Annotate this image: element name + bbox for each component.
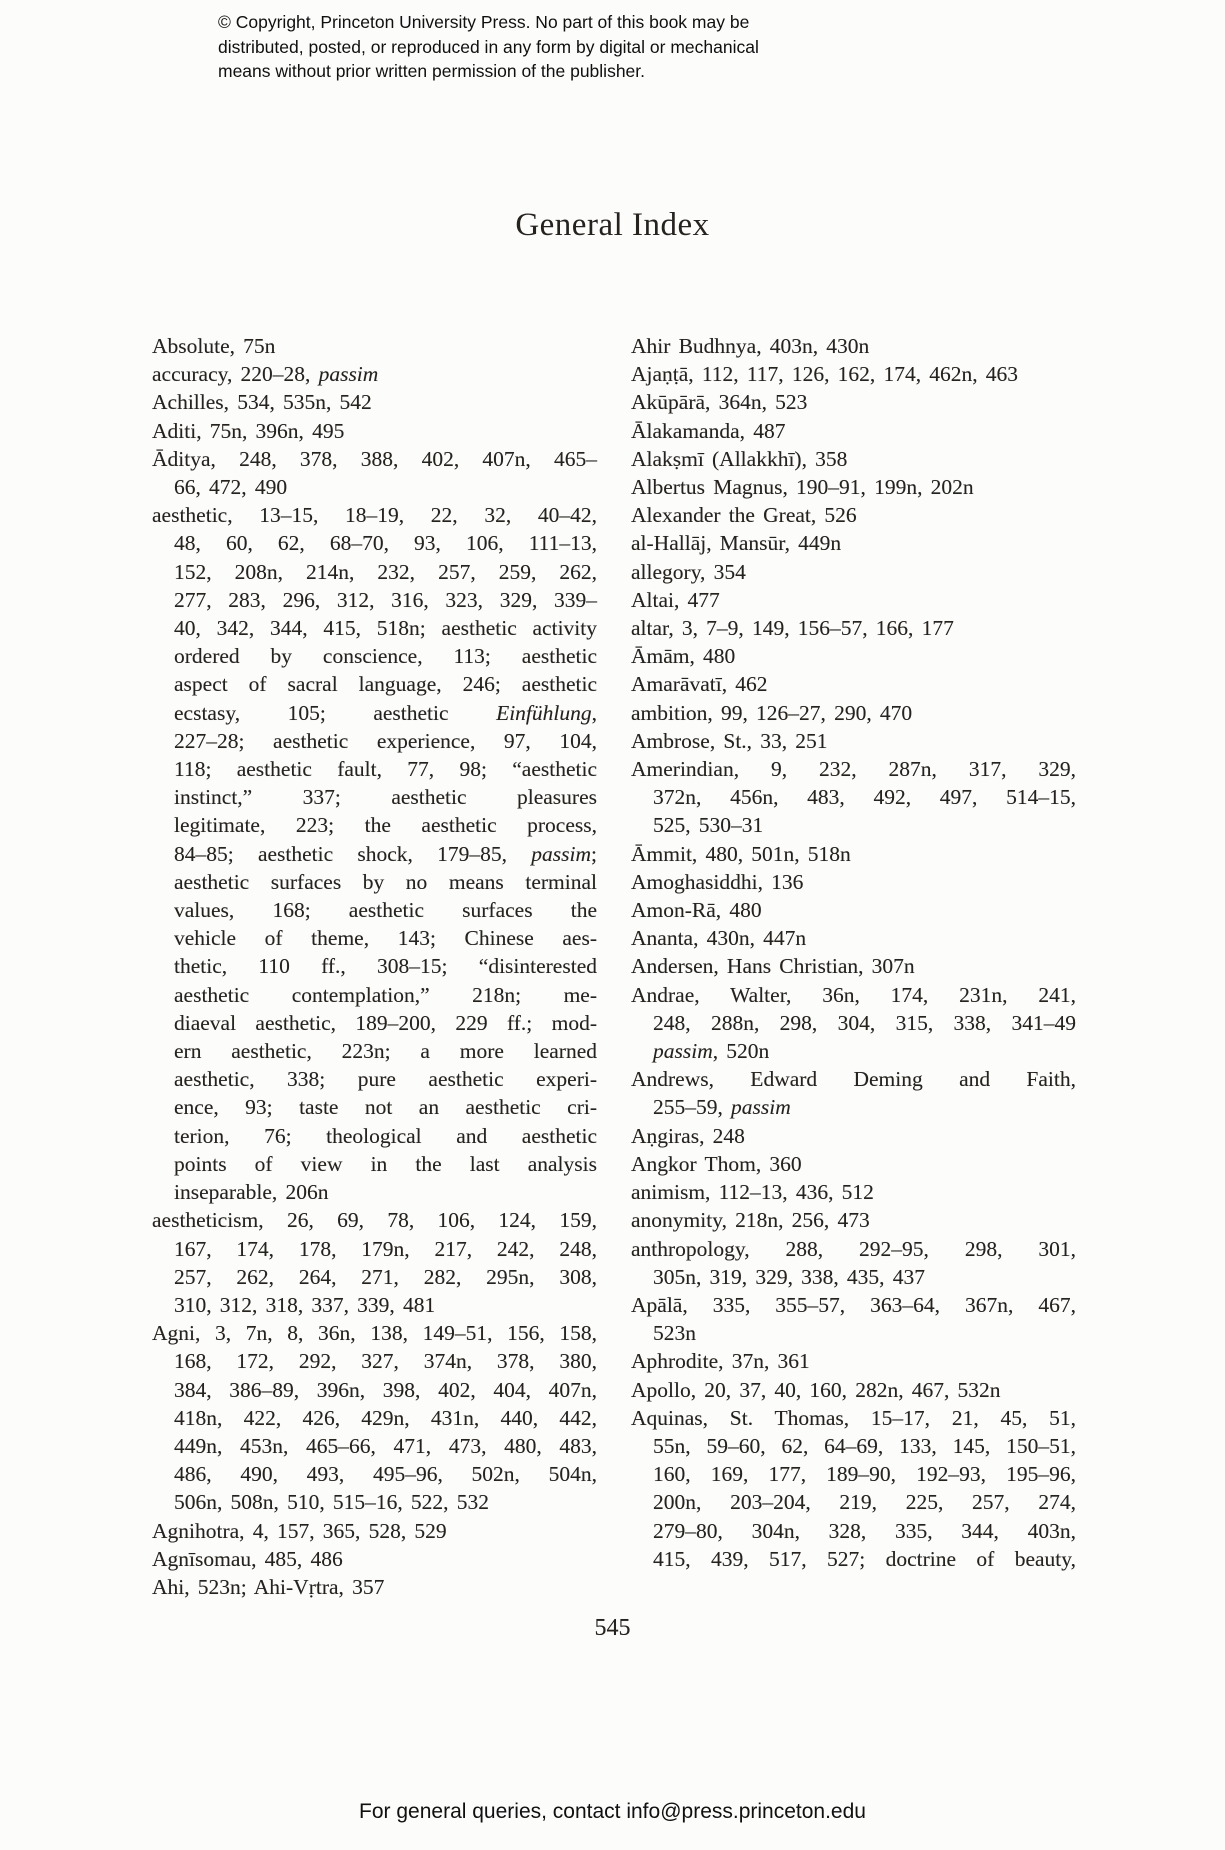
index-line: Āmmit, 480, 501n, 518n <box>631 841 851 866</box>
index-line: 255–59, passim <box>653 1095 791 1120</box>
index-line: Apollo, 20, 37, 40, 160, 282n, 467, 532n <box>631 1377 1001 1402</box>
index-line: 227–28; aesthetic experience, 97, 104, <box>174 728 597 753</box>
index-entry <box>631 840 1076 868</box>
index-line: points of view in the last analysis <box>174 1151 597 1176</box>
index-entry <box>631 1065 1076 1121</box>
index-line: 55n, 59–60, 62, 64–69, 133, 145, 150–51, <box>653 1433 1076 1458</box>
index-line: al-Hallāj, Mansūr, 449n <box>631 531 842 556</box>
index-entry <box>631 1291 1076 1347</box>
index-line: thetic, 110 ff., 308–15; “disinterested <box>174 954 597 979</box>
index-line: aesthetic contemplation,” 218n; me- <box>174 982 597 1007</box>
index-line: altar, 3, 7–9, 149, 156–57, 166, 177 <box>631 616 954 641</box>
index-entry <box>631 755 1076 840</box>
index-line: Agnīsomau, 485, 486 <box>152 1546 343 1571</box>
index-line: 415, 439, 517, 527; doctrine of beauty, <box>653 1546 1076 1571</box>
index-line: ence, 93; taste not an aesthetic cri- <box>174 1095 597 1120</box>
index-line: Alakṣmī (Allakkhī), 358 <box>631 446 848 471</box>
index-line: aspect of sacral language, 246; aesthetic <box>174 672 597 697</box>
index-line: inseparable, 206n <box>174 1180 329 1205</box>
index-line: allegory, 354 <box>631 559 746 584</box>
index-line: ambition, 99, 126–27, 290, 470 <box>631 700 913 725</box>
index-entry <box>631 1404 1076 1573</box>
index-line: 525, 530–31 <box>653 813 764 838</box>
index-entry <box>631 445 1076 473</box>
index-line: 449n, 453n, 465–66, 471, 473, 480, 483, <box>174 1433 597 1458</box>
index-line: Aquinas, St. Thomas, 15–17, 21, 45, 51, <box>631 1405 1076 1430</box>
index-entry <box>152 501 597 1206</box>
index-entry <box>631 1178 1076 1206</box>
index-line: Apālā, 335, 355–57, 363–64, 367n, 467, <box>631 1292 1076 1317</box>
index-entry <box>631 417 1076 445</box>
index-line: Agnihotra, 4, 157, 365, 528, 529 <box>152 1518 447 1543</box>
index-line: 257, 262, 264, 271, 282, 295n, 308, <box>174 1264 597 1289</box>
index-line: 48, 60, 62, 68–70, 93, 106, 111–13, <box>174 531 597 556</box>
index-line: ordered by conscience, 113; aesthetic <box>174 644 597 669</box>
index-column-left <box>152 332 597 1601</box>
index-entry <box>631 952 1076 980</box>
index-entry <box>631 332 1076 360</box>
index-entry <box>152 1545 597 1573</box>
index-line: Andersen, Hans Christian, 307n <box>631 954 915 979</box>
index-line: Ahir Budhnya, 403n, 430n <box>631 334 870 358</box>
index-entry <box>152 1206 597 1319</box>
index-entry <box>631 699 1076 727</box>
index-line: 66, 472, 490 <box>174 475 288 500</box>
index-entry <box>152 1517 597 1545</box>
index-line: Achilles, 534, 535n, 542 <box>152 390 372 415</box>
index-line: vehicle of theme, 143; Chinese aes- <box>174 926 597 951</box>
index-entry <box>631 529 1076 557</box>
index-line: Ahi, 523n; Ahi-Vṛtra, 357 <box>152 1574 385 1599</box>
index-line: passim, 520n <box>653 1039 770 1064</box>
index-entry <box>631 501 1076 529</box>
index-entry <box>152 332 597 360</box>
copyright-notice <box>218 10 759 84</box>
index-line: terion, 76; theological and aesthetic <box>174 1123 597 1148</box>
index-entry <box>631 924 1076 952</box>
page-number: 545 <box>594 1615 631 1641</box>
index-line: 160, 169, 177, 189–90, 192–93, 195–96, <box>653 1462 1076 1487</box>
copyright-line: means without prior written permission of the publisher. <box>218 61 646 81</box>
index-entry <box>631 1206 1076 1234</box>
index-line: accuracy, 220–28, passim <box>152 362 379 387</box>
index-line: Ambrose, St., 33, 251 <box>631 728 828 753</box>
copyright-line: © Copyright, Princeton University Press. No part of this book may be <box>218 12 750 32</box>
index-line: ecstasy, 105; aesthetic Einfühlung, <box>174 700 597 725</box>
index-line: aesthetic, 338; pure aesthetic experi- <box>174 1067 597 1092</box>
index-entry <box>631 981 1076 1066</box>
index-entry <box>152 360 597 388</box>
index-line: Altai, 477 <box>631 587 720 612</box>
index-line: Āditya, 248, 378, 388, 402, 407n, 465– <box>152 446 597 471</box>
index-line: 418n, 422, 426, 429n, 431n, 440, 442, <box>174 1405 597 1430</box>
index-entry <box>631 1150 1076 1178</box>
index-line: anonymity, 218n, 256, 473 <box>631 1208 870 1233</box>
index-line: values, 168; aesthetic surfaces the <box>174 898 597 923</box>
index-entry <box>631 558 1076 586</box>
index-entry <box>631 670 1076 698</box>
index-entry <box>631 586 1076 614</box>
index-line: Andrews, Edward Deming and Faith, <box>631 1067 1076 1092</box>
index-entry <box>631 1347 1076 1375</box>
page-title: General Index <box>515 207 710 243</box>
index-line: instinct,” 337; aesthetic pleasures <box>174 785 597 810</box>
index-entry <box>631 1235 1076 1291</box>
index-entry <box>631 614 1076 642</box>
index-entry <box>631 896 1076 924</box>
index-line: Ajaṇṭā, 112, 117, 126, 162, 174, 462n, 463 <box>631 362 1019 387</box>
index-line: ern aesthetic, 223n; a more learned <box>174 1039 597 1064</box>
index-line: 84–85; aesthetic shock, 179–85, passim; <box>174 841 597 866</box>
index-line: 279–80, 304n, 328, 335, 344, 403n, <box>653 1518 1076 1543</box>
index-line: Amon-Rā, 480 <box>631 898 762 923</box>
index-line: Ananta, 430n, 447n <box>631 926 807 951</box>
index-line: 523n <box>653 1321 696 1346</box>
footer-contact: For general queries, contact info@press.princeton.edu <box>359 1800 866 1823</box>
index-entry <box>631 473 1076 501</box>
index-line: Aṇgiras, 248 <box>631 1123 745 1148</box>
index-entry <box>631 727 1076 755</box>
index-line: 277, 283, 296, 312, 316, 323, 329, 339– <box>174 587 597 612</box>
index-line: 372n, 456n, 483, 492, 497, 514–15, <box>653 785 1076 810</box>
index-line: Amoghasiddhi, 136 <box>631 869 804 894</box>
index-entry <box>631 642 1076 670</box>
index-line: 248, 288n, 298, 304, 315, 338, 341–49 <box>653 1010 1076 1035</box>
index-entry <box>631 1376 1076 1404</box>
index-entry <box>152 1573 597 1601</box>
index-line: aesthetic, 13–15, 18–19, 22, 32, 40–42, <box>152 503 597 528</box>
index-line: anthropology, 288, 292–95, 298, 301, <box>631 1236 1076 1261</box>
index-line: Absolute, 75n <box>152 334 276 358</box>
index-line: Amerindian, 9, 232, 287n, 317, 329, <box>631 757 1076 782</box>
index-entry <box>152 445 597 501</box>
index-line: aesthetic surfaces by no means terminal <box>174 869 597 894</box>
index-line: 486, 490, 493, 495–96, 502n, 504n, <box>174 1462 597 1487</box>
index-entry <box>631 1122 1076 1150</box>
index-line: legitimate, 223; the aesthetic process, <box>174 813 597 838</box>
index-line: animism, 112–13, 436, 512 <box>631 1180 874 1205</box>
index-line: Aphrodite, 37n, 361 <box>631 1349 810 1374</box>
index-line: Āmām, 480 <box>631 644 736 669</box>
index-line: diaeval aesthetic, 189–200, 229 ff.; mod- <box>174 1010 597 1035</box>
index-entry <box>631 360 1076 388</box>
index-line: 152, 208n, 214n, 232, 257, 259, 262, <box>174 559 597 584</box>
index-line: aestheticism, 26, 69, 78, 106, 124, 159, <box>152 1208 597 1233</box>
index-line: Albertus Magnus, 190–91, 199n, 202n <box>631 475 974 500</box>
index-entry <box>631 388 1076 416</box>
index-entry <box>152 417 597 445</box>
index-entry <box>152 388 597 416</box>
index-line: Ālakamanda, 487 <box>631 418 786 443</box>
index-column-right <box>631 332 1076 1573</box>
index-line: Andrae, Walter, 36n, 174, 231n, 241, <box>631 982 1076 1007</box>
index-line: 305n, 319, 329, 338, 435, 437 <box>653 1264 925 1289</box>
index-line: Angkor Thom, 360 <box>631 1151 802 1176</box>
index-line: 506n, 508n, 510, 515–16, 522, 532 <box>174 1490 489 1515</box>
index-line: 167, 174, 178, 179n, 217, 242, 248, <box>174 1236 597 1261</box>
index-line: 310, 312, 318, 337, 339, 481 <box>174 1292 436 1317</box>
index-line: Amarāvatī, 462 <box>631 672 768 697</box>
index-line: Alexander the Great, 526 <box>631 503 857 528</box>
index-line: Aditi, 75n, 396n, 495 <box>152 418 345 443</box>
index-line: 40, 342, 344, 415, 518n; aesthetic activity <box>174 616 597 641</box>
index-line: 200n, 203–204, 219, 225, 257, 274, <box>653 1490 1076 1515</box>
index-line: 168, 172, 292, 327, 374n, 378, 380, <box>174 1349 597 1374</box>
index-line: Akūpārā, 364n, 523 <box>631 390 808 415</box>
index-line: 118; aesthetic fault, 77, 98; “aesthetic <box>174 757 597 782</box>
copyright-line: distributed, posted, or reproduced in any form by digital or mechanical <box>218 36 759 57</box>
index-line: 384, 386–89, 396n, 398, 402, 404, 407n, <box>174 1377 597 1402</box>
index-entry <box>631 868 1076 896</box>
index-entry <box>152 1319 597 1516</box>
index-line: Agni, 3, 7n, 8, 36n, 138, 149–51, 156, 158, <box>152 1321 597 1346</box>
